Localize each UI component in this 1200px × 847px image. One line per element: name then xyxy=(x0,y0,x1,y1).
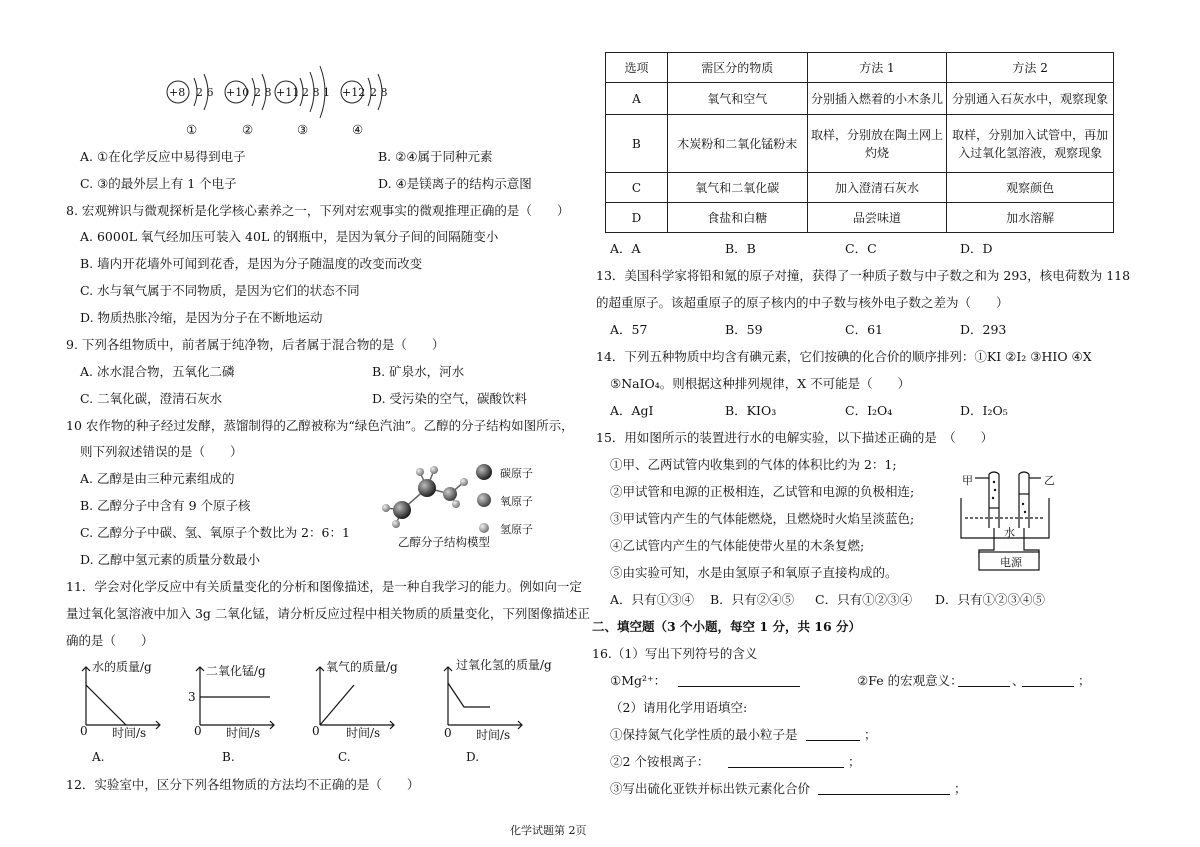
table-cell: 加入澄清石灰水 xyxy=(807,173,947,203)
q9-option-a: A. 冰水混合物，五氧化二磷 xyxy=(80,364,235,379)
q15-option-b: B．只有②④⑤ xyxy=(710,592,795,607)
q15-statement-5: ⑤由实验可知，水是由氢原子和氧原子直接构成的。 xyxy=(610,565,898,580)
table-row xyxy=(606,173,1114,203)
atom-label-4: ④ xyxy=(352,122,364,137)
q13-option-d: D．293 xyxy=(960,322,1007,337)
chart-c-letter: C. xyxy=(338,750,351,764)
q10-stem-line1: 10 农作物的种子经过发酵，蒸馏制得的乙醇被称为“绿色汽油”。乙醇的分子结构如图所示， xyxy=(66,418,574,433)
q16-fe-separator: 、 xyxy=(1012,673,1025,688)
q12-option-d: D．D xyxy=(960,241,993,256)
q12-option-c: C．C xyxy=(845,241,877,256)
q9-option-d: D. 受污染的空气，碳酸饮料 xyxy=(372,391,528,406)
table-cell: 分别插入燃着的小木条儿 xyxy=(807,83,947,115)
table-header-row xyxy=(606,53,1114,83)
q9-option-b: B. 矿泉水，河水 xyxy=(372,364,465,379)
chart-d-xlabel: 时间/s xyxy=(476,728,511,742)
q16-fill-2-end: ； xyxy=(848,754,861,769)
q13-option-b: B．59 xyxy=(725,322,763,337)
table-cell: 食盐和白糖 xyxy=(667,203,807,233)
shells-3: 2 8 1 xyxy=(302,86,330,99)
q15-statement-3: ③甲试管内产生的气体能燃烧，且燃烧时火焰呈淡蓝色; xyxy=(610,511,915,526)
legend-oxygen: 氧原子 xyxy=(500,495,533,508)
blank-fe-meaning-1[interactable] xyxy=(958,672,1010,687)
blank-fill-2[interactable] xyxy=(728,753,844,768)
chart-a-letter: A. xyxy=(92,750,105,764)
q14-option-a: A．AgI xyxy=(610,403,654,418)
q13-option-c: C．61 xyxy=(845,322,883,337)
blank-mg-meaning[interactable] xyxy=(678,672,800,687)
q8-option-c: C. 水与氧气属于不同物质，是因为它们的状态不同 xyxy=(80,283,360,298)
q15-statement-4: ④乙试管内产生的气体能使带火星的木条复燃; xyxy=(610,538,865,553)
q13-option-a: A．57 xyxy=(610,322,648,337)
q12-stem: 12．实验室中，区分下列各组物质的方法均不正确的是（ ） xyxy=(66,777,420,792)
q10-stem-line2: 则下列叙述错误的是（ ） xyxy=(80,444,243,459)
blank-fe-meaning-2[interactable] xyxy=(1022,672,1074,687)
table-cell: A xyxy=(606,83,668,115)
q10-option-d: D. 乙醇中氢元素的质量分数最小 xyxy=(80,552,261,567)
table-cell: 品尝味道 xyxy=(807,203,947,233)
table-cell: C xyxy=(606,173,668,203)
ethanol-molecule-model xyxy=(372,458,482,538)
q9-option-c: C. 二氧化碳，澄清石灰水 xyxy=(80,391,223,406)
q10-option-b: B. 乙醇分子中含有 9 个原子核 xyxy=(80,498,251,513)
table-cell: D xyxy=(606,203,668,233)
table-row xyxy=(606,83,1114,115)
table-cell: 氧气和空气 xyxy=(667,83,807,115)
chart-c-xlabel: 时间/s xyxy=(346,726,381,740)
table-row xyxy=(606,203,1114,233)
table-header: 方法 2 xyxy=(947,53,1114,83)
chart-b-letter: B. xyxy=(222,750,235,764)
chart-a-xlabel: 时间/s xyxy=(112,726,147,740)
table-cell: 氧气和二氧化碳 xyxy=(667,173,807,203)
blank-fill-3[interactable] xyxy=(818,780,950,795)
table-cell: 木炭粉和二氧化锰粉末 xyxy=(667,115,807,173)
legend-carbon: 碳原子 xyxy=(500,467,533,480)
q14-line2: ⑤NaIO₄。则根据这种排列规律，X 不可能是（ ） xyxy=(610,376,911,391)
q7-option-c: C. ③的最外层上有 1 个电子 xyxy=(80,176,237,191)
table-cell: 取样，分别加入试管中，再加入过氧化氢溶液，观察现象 xyxy=(947,115,1114,173)
q14-option-d: D．I₂O₅ xyxy=(960,403,1008,418)
table-header: 方法 1 xyxy=(807,53,947,83)
chart-a-ylabel: 水的质量/g xyxy=(92,660,152,674)
q12-option-b: B．B xyxy=(725,241,756,256)
table-cell: B xyxy=(606,115,668,173)
q16-fill-3-end: ； xyxy=(954,781,967,796)
q14-option-c: C．I₂O₄ xyxy=(845,403,893,418)
table-cell: 观察颜色 xyxy=(947,173,1114,203)
molecule-caption: 乙醇分子结构模型 xyxy=(398,535,490,549)
nucleus-4: +12 xyxy=(342,86,366,99)
tube-b-label: 乙 xyxy=(1044,474,1055,487)
q15-option-d: D．只有①②③④⑤ xyxy=(935,592,1046,607)
table-cell: 取样，分别放在陶土网上灼烧 xyxy=(807,115,947,173)
q14-option-b: B．KIO₃ xyxy=(725,403,777,418)
chart-b-xlabel: 时间/s xyxy=(226,726,261,740)
q8-option-b: B. 墙内开花墙外可闻到花香，是因为分子随温度的改变而改变 xyxy=(80,256,423,271)
atom-label-2: ② xyxy=(242,122,254,137)
table-header: 选项 xyxy=(606,53,668,83)
q15-statement-1: ①甲、乙两试管内收集到的气体的体积比约为 2：1; xyxy=(610,457,897,472)
table-cell: 分别通入石灰水中，观察现象 xyxy=(947,83,1114,115)
chart-b-ytick: 3 xyxy=(188,690,196,704)
chart-a-origin: 0 xyxy=(80,724,88,738)
q16-fill-2: ②2 个铵根离子： xyxy=(610,754,710,769)
q10-option-a: A. 乙醇是由三种元素组成的 xyxy=(80,471,235,486)
q7-option-b: B. ②④属于同种元素 xyxy=(378,149,493,164)
table-row xyxy=(606,115,1114,173)
q16-part2: （2）请用化学用语填空: xyxy=(610,700,748,715)
q8-option-d: D. 物质热胀冷缩，是因为分子在不断地运动 xyxy=(80,310,323,325)
power-supply-label: 电源 xyxy=(1000,556,1022,569)
chart-b-origin: 0 xyxy=(194,724,202,738)
chart-c-ylabel: 氧气的质量/g xyxy=(326,660,398,674)
q8-stem: 8. 宏观辨识与微观探析是化学核心素养之一，下列对宏观事实的微观推理正确的是（ ） xyxy=(66,203,570,218)
shells-2: 2 8 xyxy=(254,86,272,99)
q9-stem: 9. 下列各组物质中，前者属于纯净物，后者属于混合物的是（ ） xyxy=(66,337,445,352)
legend-hydrogen: 氢原子 xyxy=(500,523,533,536)
chart-c-origin: 0 xyxy=(312,724,320,738)
water-label: 水 xyxy=(1004,526,1015,539)
q11-line3: 确的是（ ） xyxy=(66,633,154,648)
shells-4: 2 8 xyxy=(370,86,388,99)
q16-fe-label: ②Fe 的宏观意义： xyxy=(857,673,963,688)
q13-line1: 13．美国科学家将铅和氪的原子对撞，获得了一种质子数与中子数之和为 293，核电荷数为 118 xyxy=(596,268,1131,283)
q16-fe-end: ； xyxy=(1078,673,1091,688)
q7-option-a: A. ①在化学反应中易得到电子 xyxy=(80,149,246,164)
q16-fill-3: ③写出硫化亚铁并标出铁元素化合价 xyxy=(610,781,811,796)
atom-label-3: ③ xyxy=(297,122,309,137)
q12-option-a: A．A xyxy=(610,241,641,256)
q15-stem: 15．用如图所示的装置进行水的电解实验，以下描述正确的是 （ ） xyxy=(596,430,994,445)
page-footer: 化学试题第 2页 xyxy=(510,824,587,837)
tube-a-label: 甲 xyxy=(962,474,973,487)
section-2-heading: 二、填空题（3 个小题，每空 1 分，共 16 分） xyxy=(592,619,862,634)
q11-line1: 11．学会对化学反应中有关质量变化的分析和图像描述，是一种自我学习的能力。例如向一定 xyxy=(66,579,582,594)
nucleus-3: +11 xyxy=(276,86,300,99)
q16-fill-1-end: ； xyxy=(864,727,877,742)
q15-option-c: C．只有①②③④ xyxy=(815,592,913,607)
q13-line2: 的超重原子。该超重原子的原子核内的中子数与核外电子数之差为（ ） xyxy=(596,295,1009,310)
q15-statement-2: ②甲试管和电源的正极相连，乙试管和电源的负极相连; xyxy=(610,484,915,499)
table-header: 需区分的物质 xyxy=(667,53,807,83)
chart-d-origin: 0 xyxy=(444,726,452,740)
molecule-legend-icons xyxy=(474,462,494,542)
chart-d-letter: D. xyxy=(466,750,480,764)
nucleus-1: +8 xyxy=(169,86,186,99)
nucleus-2: +10 xyxy=(226,86,250,99)
q8-option-a: A. 6000L 氧气经加压可装入 40L 的钢瓶中，是因为氧分子间的间隔随变小 xyxy=(80,229,499,244)
chart-b-ylabel: 二氧化锰/g xyxy=(206,664,266,678)
chart-d-ylabel: 过氧化氢的质量/g xyxy=(456,658,552,672)
q16-part1: 16.（1）写出下列符号的含义 xyxy=(592,646,758,661)
q12-comparison-table xyxy=(605,52,1114,233)
q11-line2: 量过氧化氢溶液中加入 3g 二氧化锰，请分析反应过程中相关物质的质量变化，下列图像描述正 xyxy=(66,606,590,621)
q16-fill-1: ①保持氮气化学性质的最小粒子是 xyxy=(610,727,798,742)
atom-label-1: ① xyxy=(186,122,198,137)
q16-mg-label: ①Mg²⁺： xyxy=(610,673,667,688)
q7-option-d: D. ④是镁离子的结构示意图 xyxy=(378,176,532,191)
blank-fill-1[interactable] xyxy=(806,726,860,741)
shells-1: 2 6 xyxy=(196,86,214,99)
q15-option-a: A．只有①③④ xyxy=(610,592,695,607)
table-cell: 加水溶解 xyxy=(947,203,1114,233)
q14-line1: 14．下列五种物质中均含有碘元素，它们按碘的化合价的顺序排列：①KI ②I₂ ③HIO ④X xyxy=(596,349,1092,364)
q10-option-c: C. 乙醇分子中碳、氢、氧原子个数比为 2：6：1 xyxy=(80,525,350,540)
